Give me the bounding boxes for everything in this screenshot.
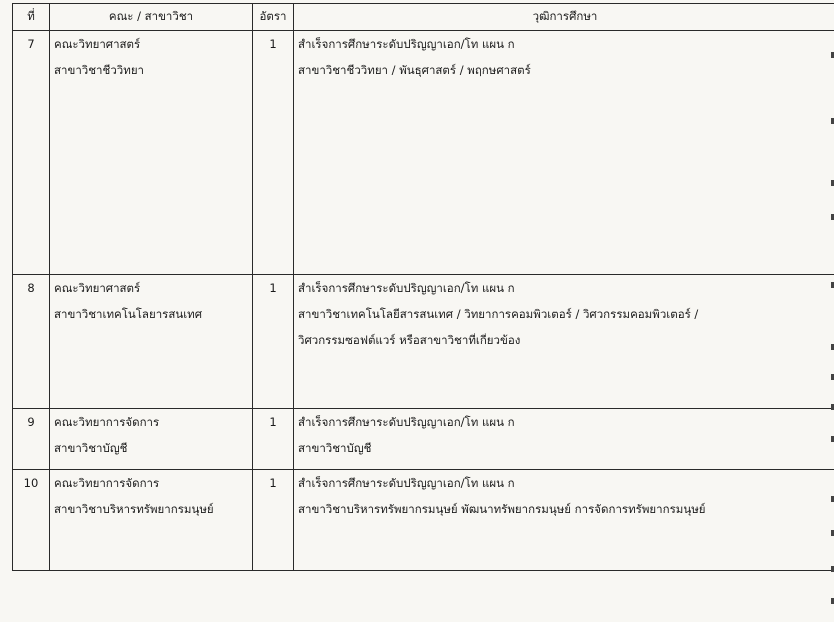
header-qualification: วุฒิการศึกษา [294, 4, 834, 31]
header-faculty: คณะ / สาขาวิชา [50, 4, 253, 31]
qualification-line: สาขาวิชาชีววิทยา / พันธุศาสตร์ / พฤกษศาสตร์ [298, 63, 531, 77]
row-faculty-cell [50, 470, 253, 571]
row-no-cell [13, 31, 50, 275]
header-rate: อัตรา [253, 4, 294, 31]
row-rate-cell [253, 470, 294, 571]
row-faculty-cell [50, 31, 253, 275]
row-rate: 1 [269, 281, 277, 295]
row-no-cell [13, 275, 50, 409]
row-no: 7 [27, 37, 35, 51]
qualification-line: สาขาวิชาเทคโนโลยีสารสนเทศ / วิทยาการคอมพิวเตอร์ / วิศวกรรมคอมพิวเตอร์ / [298, 307, 699, 321]
positions-table [12, 3, 834, 571]
qualification-line: สำเร็จการศึกษาระดับปริญญาเอก/โท แผน ก [298, 476, 515, 490]
qualification-line: สำเร็จการศึกษาระดับปริญญาเอก/โท แผน ก [298, 281, 515, 295]
program-name: สาขาวิชาบริหารทรัพยากรมนุษย์ [54, 502, 214, 516]
program-name: สาขาวิชาเทคโนโลยารสนเทศ [54, 307, 203, 321]
row-rate: 1 [269, 415, 277, 429]
row-rate: 1 [269, 476, 277, 490]
row-rate: 1 [269, 37, 277, 51]
table-row [13, 275, 834, 409]
table-row [13, 409, 834, 470]
row-no-cell [13, 409, 50, 470]
program-name: สาขาวิชาบัญชี [54, 441, 128, 455]
qualification-line: สาขาวิชาบริหารทรัพยากรมนุษย์ พัฒนาทรัพยากรมนุษย์ การจัดการทรัพยากรมนุษย์ [298, 502, 706, 516]
program-name: สาขาวิชาชีววิทยา [54, 63, 145, 77]
faculty-name: คณะวิทยาศาสตร์ [54, 37, 141, 51]
qualification-line: สำเร็จการศึกษาระดับปริญญาเอก/โท แผน ก [298, 37, 515, 51]
row-qualification-cell [294, 275, 834, 409]
row-qualification-cell [294, 409, 834, 470]
row-faculty-cell [50, 275, 253, 409]
row-rate-cell [253, 409, 294, 470]
row-rate-cell [253, 275, 294, 409]
row-faculty-cell [50, 409, 253, 470]
table-header-row [13, 4, 834, 31]
row-no: 8 [27, 281, 35, 295]
qualification-line: สาขาวิชาบัญชี [298, 441, 372, 455]
qualification-line: วิศวกรรมซอฟต์แวร์ หรือสาขาวิชาที่เกี่ยวข้อง [298, 333, 521, 347]
row-rate-cell [253, 31, 294, 275]
faculty-name: คณะวิทยาการจัดการ [54, 415, 160, 429]
table-row [13, 470, 834, 571]
table-row [13, 31, 834, 275]
row-qualification-cell [294, 31, 834, 275]
row-no: 10 [23, 476, 39, 490]
row-no-cell [13, 470, 50, 571]
row-qualification-cell [294, 470, 834, 571]
header-no: ที่ [13, 4, 50, 31]
faculty-name: คณะวิทยาศาสตร์ [54, 281, 141, 295]
row-no: 9 [27, 415, 35, 429]
faculty-name: คณะวิทยาการจัดการ [54, 476, 160, 490]
qualification-line: สำเร็จการศึกษาระดับปริญญาเอก/โท แผน ก [298, 415, 515, 429]
